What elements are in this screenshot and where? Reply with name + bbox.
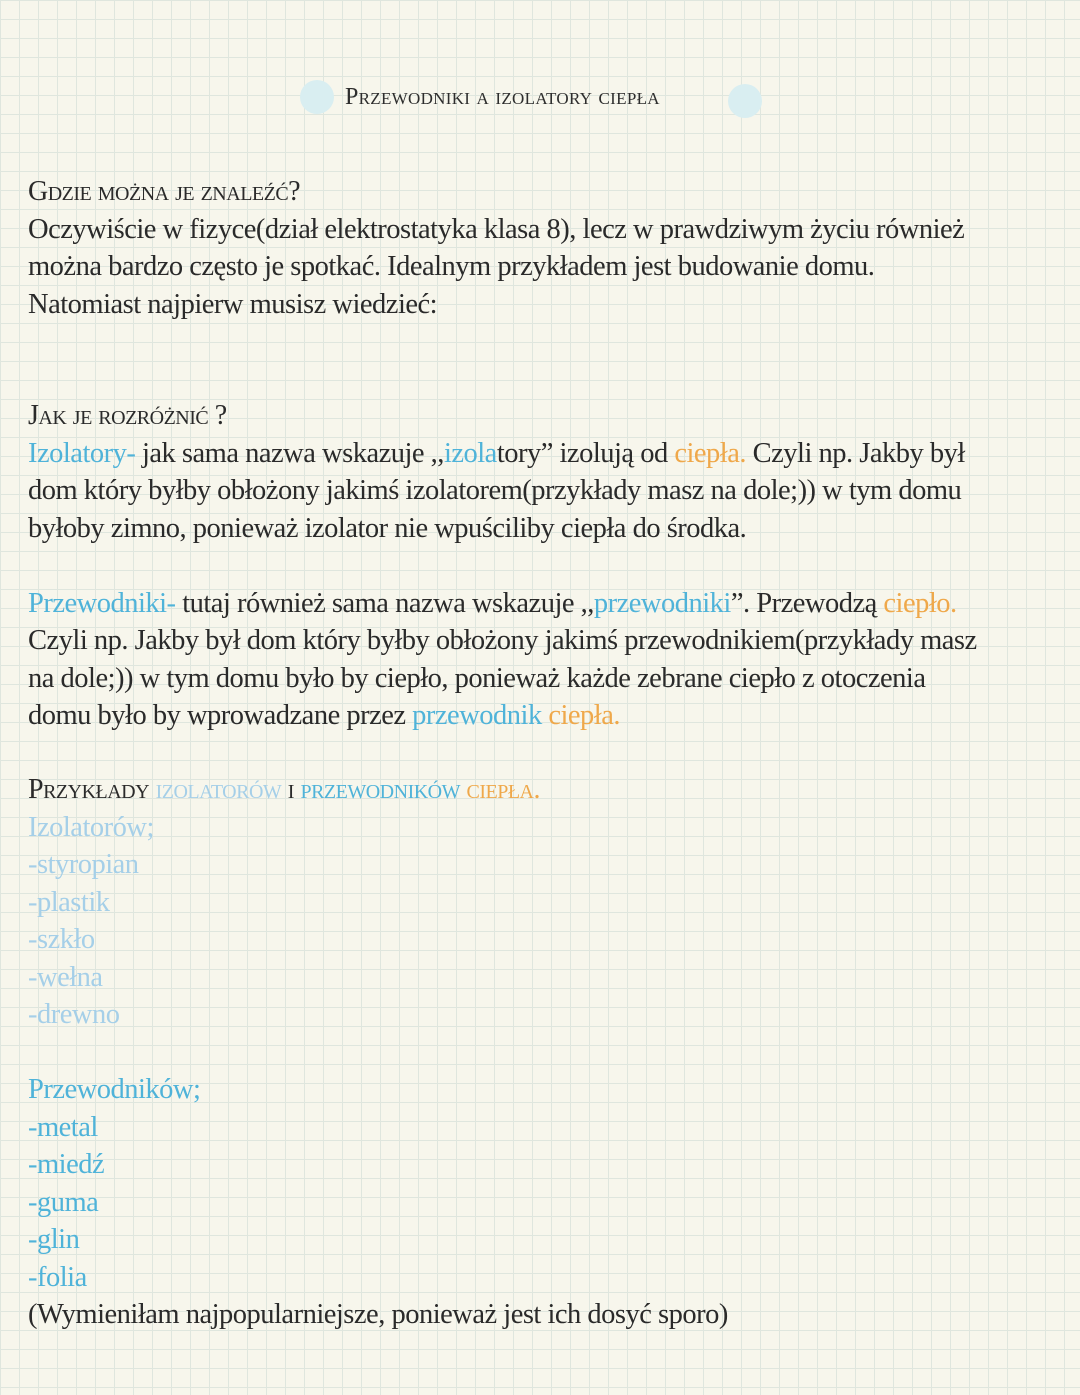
highlight-przewodnik: przewodnik (412, 700, 542, 731)
przewodniki-term: Przewodniki- (28, 587, 176, 619)
list-item: -styropian (28, 849, 139, 880)
list-item: -szkło (28, 924, 95, 955)
highlight-cieplo: ciepło. (883, 587, 957, 619)
przewodniki-list (28, 1109, 1028, 1297)
text-span: i (281, 774, 301, 805)
text-span: tory” izolują od (496, 437, 675, 469)
highlight-ciepla-2: ciepła. (541, 700, 620, 731)
text-span: ”. Przewodzą (730, 587, 884, 619)
list-item: -wełna (28, 961, 103, 993)
list-item: -glin (28, 1224, 80, 1255)
text-span: tutaj również sama nazwa wskazuje ,, (175, 587, 594, 619)
paragraph-line: Oczywiście w fizyce(dział elektrostatyka klasa 8), lecz w prawdziwym życiu również (28, 213, 965, 245)
przewodniki-line-1 (28, 585, 1028, 623)
izolatory-list (28, 846, 1028, 1034)
text-span: Czyli np. Jakby był (746, 437, 965, 469)
section-distinguish (28, 397, 1028, 735)
spacer (28, 1034, 1028, 1072)
section-heading-distinguish: Jak je rozróżnić ? (28, 400, 227, 431)
text-span: jak sama nazwa wskazuje ,, (135, 437, 444, 469)
highlight-przewodniki: przewodniki (593, 587, 731, 619)
list-item: -drewno (28, 999, 120, 1030)
izolatory-line-1 (28, 435, 1028, 473)
highlight-przewodnikow: przewodników (300, 774, 460, 805)
przewodniki-line-3: na dole;)) w tym domu było by ciepło, ponieważ każde zebrane ciepło z otoczenia (28, 662, 926, 694)
izolatory-line-2: dom który byłby obłożony jakimś izolatorem(przykłady masz na dole;)) w tym domu (28, 475, 962, 506)
section-heading-examples (28, 771, 1028, 809)
decorative-bubble-left (300, 80, 334, 114)
highlight-ciepla-3: ciepła. (460, 774, 540, 805)
title-bar (0, 78, 1080, 122)
text-span: Przykłady (28, 774, 156, 805)
highlight-izola: izola (443, 437, 497, 469)
highlight-ciepla: ciepła. (674, 437, 746, 469)
paragraph-line: Natomiast najpierw musisz wiedzieć: (28, 288, 438, 320)
decorative-bubble-right (728, 84, 762, 118)
list-item: -miedź (28, 1149, 105, 1180)
section-where (28, 173, 1028, 323)
izolatory-list-label: Izolatorów; (28, 811, 154, 843)
przewodniki-line-2: Czyli np. Jakby był dom który byłby obłożony jakimś przewodnikiem(przykłady masz (28, 625, 977, 656)
text-span: domu było by wprowadzane przez (28, 700, 413, 731)
closing-note: (Wymieniłam najpopularniejsze, ponieważ jest ich dosyć sporo) (28, 1299, 728, 1330)
list-item: -folia (28, 1261, 87, 1293)
section-heading-where: Gdzie można je znaleźć? (28, 176, 301, 207)
spacer (28, 547, 1028, 585)
izolatory-line-3: byłoby zimno, ponieważ izolator nie wpuściliby ciepła do środka. (28, 512, 747, 544)
list-item: -guma (28, 1186, 99, 1218)
page-title: Przewodniki a izolatory ciepła (345, 84, 660, 110)
przewodniki-list-label: Przewodników; (28, 1074, 201, 1105)
przewodniki-line-4 (28, 697, 1028, 735)
paragraph-line: można bardzo często je spotkać. Idealnym przykładem jest budowanie domu. (28, 251, 875, 282)
list-item: -metal (28, 1111, 98, 1143)
section-examples (28, 771, 1028, 1334)
izolatory-term: Izolatory- (28, 437, 136, 469)
list-item: -plastik (28, 886, 110, 918)
highlight-izolatorow: izolatorów (155, 774, 282, 805)
